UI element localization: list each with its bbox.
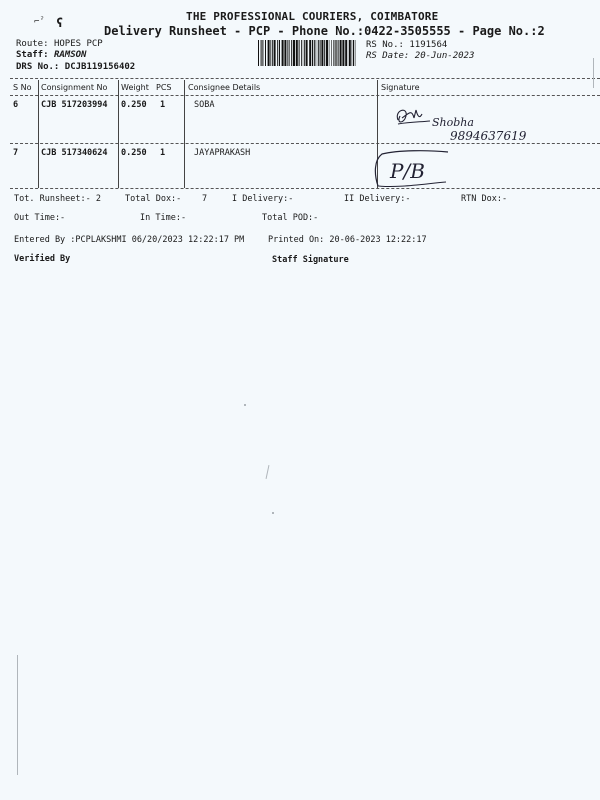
scan-mark: ⌐ˀ — [34, 17, 45, 27]
barcode-bar — [324, 40, 325, 66]
staff-line — [16, 50, 86, 60]
row-pcs: 1 — [160, 100, 166, 110]
barcode-bar — [316, 40, 317, 66]
barcode-bar — [262, 40, 263, 66]
barcode-bar — [293, 40, 295, 66]
staff-value: RAMSON — [53, 50, 87, 60]
in-time: In Time:- — [140, 213, 187, 223]
barcode-bar — [326, 40, 328, 66]
verified-by: Verified By — [14, 254, 71, 264]
barcode-bar — [306, 40, 308, 66]
scan-artifact — [272, 512, 274, 514]
out-time: Out Time:- — [14, 213, 66, 223]
barcode-bar — [304, 40, 305, 66]
col-divider — [184, 80, 185, 188]
barcode-bar — [258, 40, 259, 66]
printed-on: Printed On: 20-06-2023 12:22:17 — [268, 235, 427, 245]
scan-artifact — [244, 404, 246, 406]
staff-signature: Staff Signature — [272, 255, 349, 265]
barcode-bar — [340, 40, 342, 66]
barcode-bar — [268, 40, 270, 66]
barcode-bar — [296, 40, 298, 66]
row-pcs: 1 — [160, 148, 166, 158]
barcode-bar — [320, 40, 321, 66]
company-name: THE PROFESSIONAL COURIERS, COIMBATORE — [186, 10, 439, 23]
barcode-bar — [329, 40, 330, 66]
barcode-bar — [289, 40, 290, 66]
barcode-bar — [349, 40, 351, 66]
barcode-bar — [265, 40, 266, 66]
svg-text:Shobha: Shobha — [432, 116, 474, 129]
total-dox-value: 7 — [202, 194, 208, 204]
col-header-consignee: Consignee Details — [188, 83, 261, 92]
tot-runsheet-value: 2 — [95, 194, 102, 204]
barcode-bar — [299, 40, 300, 66]
handwritten-signature-row-2 — [368, 146, 458, 192]
i-delivery: I Delivery:- — [232, 194, 294, 204]
row-consignment-no: CJB 517340624 — [41, 148, 108, 158]
scan-artifact — [593, 58, 594, 88]
barcode-bar — [336, 40, 337, 66]
barcode-bar — [301, 40, 302, 66]
total-pod: Total POD:- — [262, 213, 319, 223]
route-value: HOPES PCP — [53, 39, 103, 49]
scan-artifact — [17, 655, 18, 775]
staff-label: Staff: — [16, 50, 49, 60]
table-header-rule — [10, 95, 600, 96]
route-label: Route: — [16, 39, 49, 49]
barcode-bar — [282, 40, 284, 66]
barcode-bar — [335, 40, 336, 66]
barcode-bar — [284, 40, 286, 66]
barcode-bar — [274, 40, 276, 66]
scan-artifact — [266, 465, 270, 479]
rs-no-label: RS No.: — [366, 40, 404, 50]
runsheet-title: Delivery Runsheet - PCP - Phone No.:0422-3505555 - Page No.:2 — [104, 24, 545, 38]
rs-date-value: 20-Jun-2023 — [414, 51, 475, 61]
rs-no-line — [366, 40, 447, 50]
col-header-consignment: Consignment No — [41, 83, 108, 92]
drs-label: DRS No.: — [16, 62, 60, 72]
barcode-bar — [272, 40, 273, 66]
row-weight: 0.250 — [121, 148, 147, 158]
barcode-bar — [342, 40, 344, 66]
drs-value: DCJB119156402 — [64, 62, 136, 72]
barcode-bar — [314, 40, 315, 66]
row-sno: 6 — [13, 100, 19, 110]
handwritten-signature-row-1 — [390, 100, 560, 145]
barcode-bar — [270, 40, 271, 66]
barcode-bar — [331, 40, 332, 66]
scan-mark-2: ʕ — [56, 16, 64, 30]
row-consignee: SOBA — [194, 100, 215, 110]
col-header-weight: Weight — [121, 83, 149, 92]
rs-date-line — [366, 51, 474, 61]
barcode-bar — [318, 40, 319, 66]
col-divider — [38, 80, 39, 188]
barcode-bar — [312, 40, 313, 66]
barcode — [258, 40, 356, 66]
ii-delivery: II Delivery:- — [344, 194, 411, 204]
route-line — [16, 39, 103, 49]
svg-text:9894637619: 9894637619 — [450, 129, 527, 143]
col-divider — [118, 80, 119, 188]
rs-date-label: RS Date: — [366, 51, 410, 61]
row-consignee: JAYAPRAKASH — [194, 148, 251, 158]
row-weight: 0.250 — [121, 100, 147, 110]
rs-no-value: 1191564 — [409, 40, 448, 50]
rtn-dox: RTN Dox:- — [461, 194, 508, 204]
col-header-pcs: PCS — [156, 83, 172, 92]
barcode-bar — [355, 40, 356, 66]
col-header-signature: Signature — [381, 83, 420, 92]
barcode-bar — [261, 40, 262, 66]
row-sno: 7 — [13, 148, 19, 158]
barcode-bar — [279, 40, 280, 66]
tot-runsheet-label: Tot. Runsheet:- — [14, 194, 91, 204]
barcode-bar — [338, 40, 339, 66]
barcode-bar — [353, 40, 354, 66]
barcode-bar — [352, 40, 353, 66]
barcode-bar — [291, 40, 292, 66]
barcode-bar — [321, 40, 323, 66]
table-top-rule — [10, 78, 600, 79]
drs-line — [16, 62, 135, 72]
barcode-bar — [309, 40, 311, 66]
barcode-bar — [333, 40, 334, 66]
svg-text:P/B: P/B — [390, 159, 425, 183]
col-header-sno: S No — [13, 83, 32, 92]
tot-runsheet — [14, 194, 101, 204]
total-dox-label: Total Dox:- — [125, 194, 182, 204]
barcode-bar — [277, 40, 278, 66]
entered-by: Entered By :PCPLAKSHMI 06/20/2023 12:22:17 PM — [14, 235, 245, 245]
row-consignment-no: CJB 517203994 — [41, 100, 108, 110]
table-bottom-rule — [10, 188, 600, 189]
barcode-bar — [287, 40, 288, 66]
barcode-bar — [345, 40, 347, 66]
